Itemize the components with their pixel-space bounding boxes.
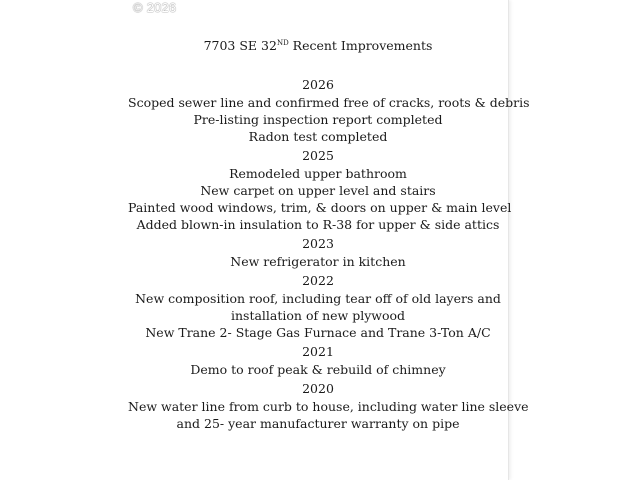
- title-address-suffix: ND: [276, 38, 289, 47]
- year-heading: 2021: [302, 344, 334, 359]
- list-item: Added blown-in insulation to R-38 for upper & side attics: [136, 217, 500, 232]
- list-item: Demo to roof peak & rebuild of chimney: [190, 362, 446, 377]
- year-heading: 2023: [302, 236, 334, 251]
- document-title: [128, 37, 508, 54]
- year-heading: 2022: [302, 273, 334, 288]
- list-item: New composition roof, including tear off of old layers and: [135, 291, 501, 306]
- list-item: New refrigerator in kitchen: [230, 254, 406, 269]
- list-item: New carpet on upper level and stairs: [200, 183, 436, 198]
- list-item: Scoped sewer line and confirmed free of cracks, roots & debris: [128, 95, 530, 110]
- year-section-2023: [128, 235, 508, 270]
- list-item: and 25- year manufacturer warranty on pipe: [176, 416, 460, 431]
- list-item: Painted wood windows, trim, & doors on upper & main level: [128, 200, 512, 215]
- year-heading: 2020: [302, 381, 334, 396]
- title-address: 7703 SE 32: [203, 38, 277, 53]
- list-item: Radon test completed: [248, 129, 388, 144]
- list-item: Pre-listing inspection report completed: [193, 112, 443, 127]
- year-section-2022: [128, 272, 508, 341]
- improvements-list: [128, 37, 530, 434]
- list-item: New Trane 2- Stage Gas Furnace and Trane 3-Ton A/C: [145, 325, 491, 340]
- list-item: installation of new plywood: [230, 308, 406, 323]
- copyright-watermark: © 2026: [133, 0, 177, 15]
- year-heading: 2025: [302, 148, 334, 163]
- year-section-2026: [128, 76, 530, 145]
- year-section-2020: [128, 380, 529, 432]
- list-item: New water line from curb to house, including water line sleeve: [128, 399, 529, 414]
- year-heading: 2026: [302, 77, 334, 92]
- list-item: Remodeled upper bathroom: [229, 166, 407, 181]
- title-text: Recent Improvements: [288, 38, 433, 53]
- year-section-2025: [128, 147, 512, 233]
- year-section-2021: [128, 343, 508, 378]
